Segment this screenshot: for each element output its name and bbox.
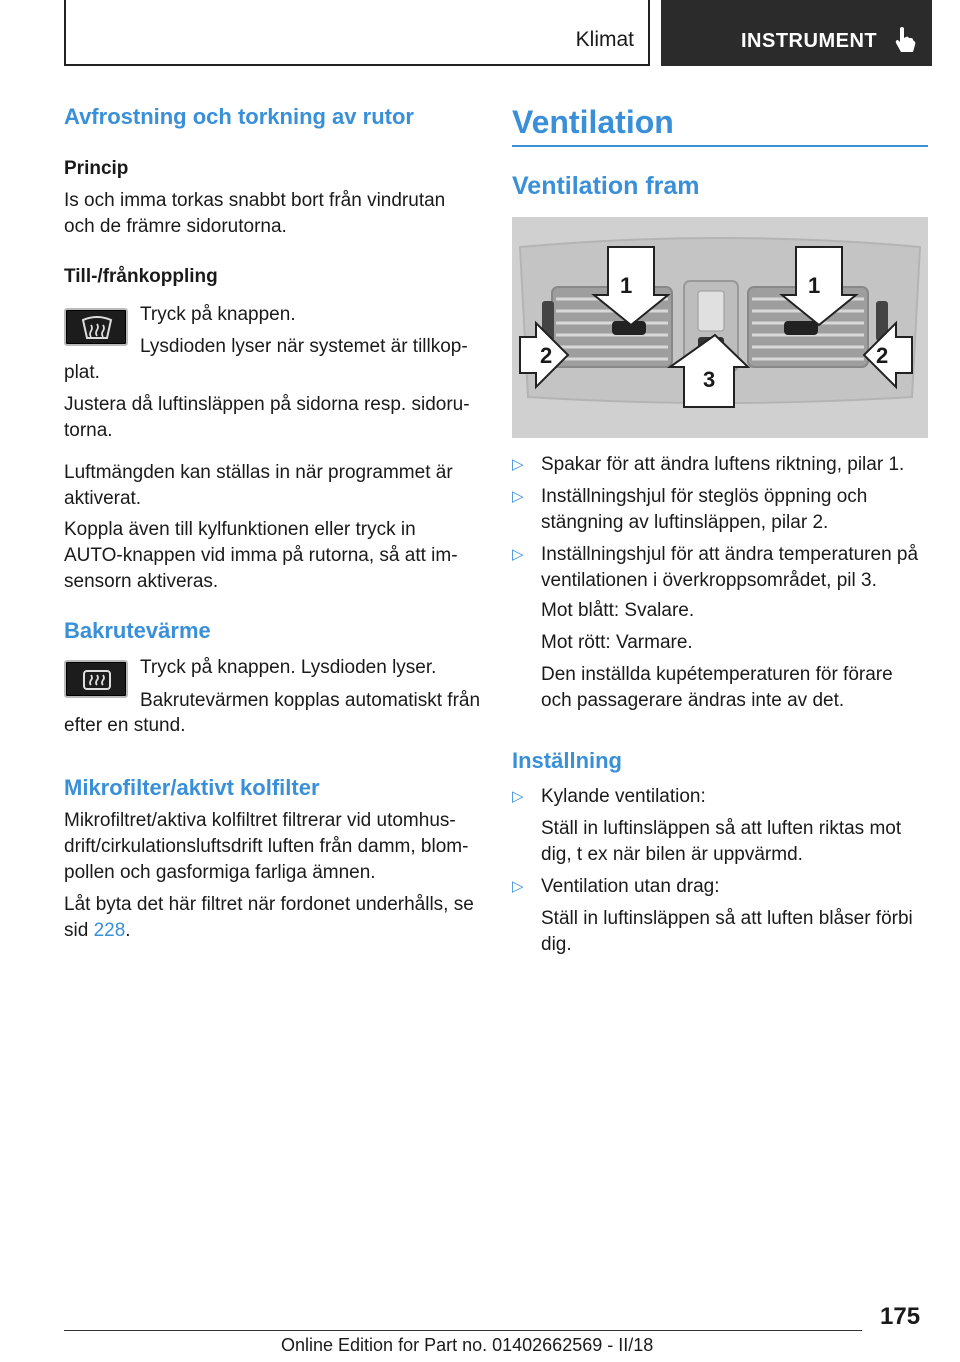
byta-prefix: sid	[64, 920, 94, 941]
chapter-tab-instrument[interactable]	[661, 0, 932, 66]
bullet-fram-3-line-1: Inställningshjul för att ändra temperaturen på	[541, 544, 919, 565]
kupe-line-2: och passagerare ändras inte av det.	[541, 690, 845, 711]
princip-line-2: och de främre sidorutorna.	[64, 216, 287, 237]
byta-line-2	[64, 918, 131, 944]
byta-line-1: Låt byta det här filtret när fordonet underhålls, se	[64, 894, 474, 915]
koppla-line-3: sensorn aktiveras.	[64, 571, 219, 592]
till-line-2: Lysdioden lyser när systemet är tillkop-	[140, 336, 468, 357]
mikro-line-3: pollen och gasformiga farliga ämnen.	[64, 862, 376, 883]
heading-installning: Inställning	[512, 748, 622, 773]
inst-1-detail-2: dig, t ex när bilen är uppvärmd.	[541, 844, 803, 865]
mot-blatt: Mot blått: Svalare.	[541, 600, 695, 621]
inst-2-detail-1: Ställ in luftinsläppen så att luften blåser förbi	[541, 908, 913, 929]
koppla-line-1: Koppla även till kylfunktionen eller tryck in	[64, 519, 416, 540]
mikro-line-1: Mikrofiltret/aktiva kolfiltret filtrerar vid utomhus-	[64, 810, 456, 831]
heading-defrost: Avfrostning och torkning av rutor	[64, 104, 414, 129]
callout-1-right: 1	[808, 273, 821, 298]
inst-1-detail-1: Ställ in luftinsläppen så att luften riktas mot	[541, 818, 902, 839]
bullet-marker: ▷	[512, 878, 524, 895]
heading-ventilation: Ventilation	[512, 104, 674, 140]
bakrute-line-1: Tryck på knappen. Lysdioden lyser.	[140, 657, 437, 678]
windshield-defrost-button-icon	[64, 308, 128, 346]
chapter-tab-label: INSTRUMENT	[741, 30, 878, 52]
bullet-marker: ▷	[512, 456, 524, 473]
callout-2-right: 2	[876, 343, 889, 368]
inst-2-detail-2: dig.	[541, 934, 572, 955]
vent-illustration	[512, 217, 928, 438]
justera-line-2: torna.	[64, 420, 113, 441]
footer-rule	[64, 1330, 862, 1331]
bullet-inst-2-label: Ventilation utan drag:	[541, 876, 720, 897]
byta-suffix: .	[125, 920, 131, 941]
rear-defrost-button-icon	[64, 660, 128, 698]
page-number: 175	[880, 1303, 921, 1330]
bakrute-cont: efter en stund.	[64, 715, 186, 736]
page-link-228[interactable]: 228	[93, 920, 126, 941]
koppla-line-2: AUTO-knappen vid imma på rutorna, så att im-	[64, 545, 458, 566]
section-tab-klimat[interactable]	[64, 0, 650, 66]
footer-edition: Online Edition for Part no. 01402662569 - II/18	[281, 1335, 654, 1355]
bullet-fram-1-text: Spakar för att ändra luftens riktning, pilar 1.	[541, 454, 905, 475]
vent-illustration-svg	[512, 217, 928, 438]
bullet-fram-2-line-2: stängning av luftinsläppen, pilar 2.	[541, 512, 829, 533]
bullet-fram-2-line-1: Inställningshjul för steglös öppning och	[541, 486, 868, 507]
till-cont: plat.	[64, 362, 100, 383]
bullet-marker: ▷	[512, 488, 524, 505]
heading-mikro: Mikrofilter/aktivt kolfilter	[64, 775, 320, 800]
bullet-inst-1-label: Kylande ventilation:	[541, 786, 706, 807]
hand-pointer-icon	[894, 26, 916, 54]
luftmangd-line-2: aktiverat.	[64, 488, 142, 509]
till-line-1: Tryck på knappen.	[140, 304, 296, 325]
bakrute-line-2: Bakrutevärmen kopplas automatiskt från	[140, 690, 481, 711]
bullet-marker: ▷	[512, 546, 524, 563]
heading-rule	[512, 145, 928, 147]
princip-title: Princip	[64, 158, 129, 179]
heading-bakrute: Bakrutevärme	[64, 618, 211, 643]
justera-line-1: Justera då luftinsläppen på sidorna resp. sidoru-	[64, 394, 470, 415]
heading-fram: Ventilation fram	[512, 172, 700, 200]
windshield-defrost-icon	[81, 316, 113, 340]
page-header	[64, 0, 932, 66]
mot-rott: Mot rött: Varmare.	[541, 632, 693, 653]
callout-2-left: 2	[540, 343, 553, 368]
princip-line-1: Is och imma torkas snabbt bort från vindrutan	[64, 190, 446, 211]
bullet-marker: ▷	[512, 788, 524, 805]
section-tab-label: Klimat	[575, 28, 634, 51]
callout-1-left: 1	[620, 273, 633, 298]
bullet-fram-3-line-2: ventilationen i överkroppsområdet, pil 3.	[541, 570, 877, 591]
till-title: Till-/frånkoppling	[64, 266, 218, 287]
callout-3: 3	[703, 367, 716, 392]
rear-window-defrost-icon	[81, 668, 113, 692]
mikro-line-2: drift/cirkulationsluftsdrift luften från damm, blom-	[64, 836, 469, 857]
luftmangd-line-1: Luftmängden kan ställas in när programmet är	[64, 462, 453, 483]
kupe-line-1: Den inställda kupétemperaturen för förare	[541, 664, 893, 685]
